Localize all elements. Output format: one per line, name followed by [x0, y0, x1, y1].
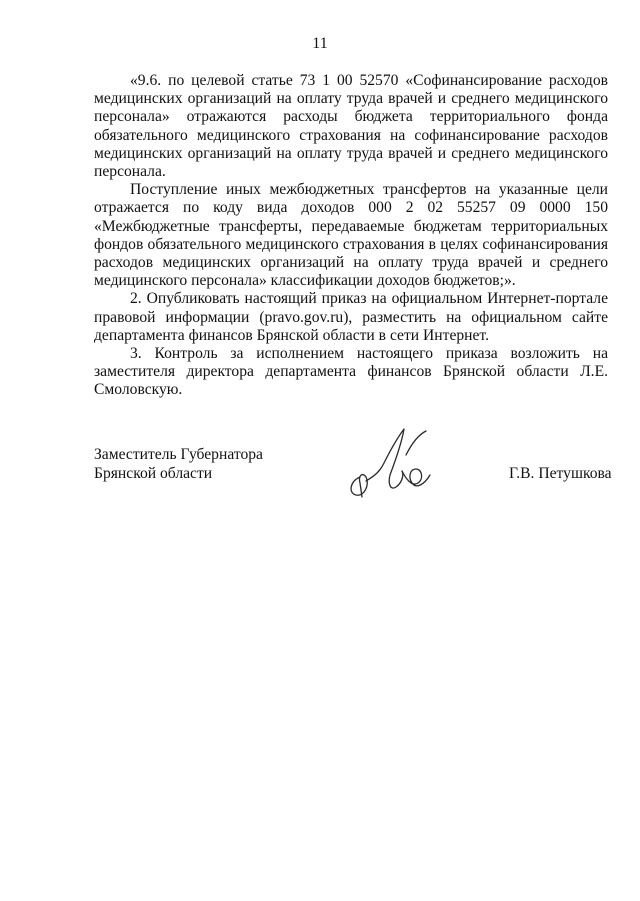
signature-stroke-tail — [402, 469, 430, 486]
signature-stroke-flourish — [406, 431, 426, 455]
signature-stroke-loop — [351, 475, 367, 497]
handwritten-signature — [346, 425, 436, 505]
paragraph-9-6: «9.6. по целевой статье 73 1 00 52570 «Софинансирование расходов медицинских организаций на оплату труда врачей и среднего медицинского персонала» отражаются расходы бюджета территориального фонда обязательного медицинского страхования на софинансирование расходов медицинских организаций на оплату труда врачей и среднего медицинского персонала. — [94, 72, 608, 181]
signature-stroke-body — [366, 429, 404, 488]
paragraph-control: 3. Контроль за исполнением настоящего приказа возложить на заместителя директора департамента финансов Брянской области Л.Е. Смоловскую. — [94, 345, 608, 399]
signatory-position-line-1: Заместитель Губернатора — [94, 446, 263, 463]
page-number: 11 — [312, 35, 328, 52]
paragraph-transfers: Поступление иных межбюджетных трансфертов на указанные цели отражается по коду вида доходов 000 2 02 55257 09 0000 150 «Межбюджетные трансферты, передаваемые бюджетам территориальных фондов обязательного медицинского страхования в целях софинансирования расходов медицинских организаций на оплату труда врачей и среднего медицинского персонала» классификации доходов бюджетов;». — [94, 181, 608, 290]
paragraph-publish: 2. Опубликовать настоящий приказ на официальном Интернет-портале правовой информации (pravo.gov.ru), разместить на официальном сайте департамента финансов Брянской области в сети Интернет. — [94, 290, 608, 344]
document-body — [94, 72, 608, 400]
signatory-name: Г.В. Петушкова — [509, 465, 612, 482]
signatory-position-line-2: Брянской области — [94, 465, 213, 482]
signatory-position — [94, 445, 263, 483]
